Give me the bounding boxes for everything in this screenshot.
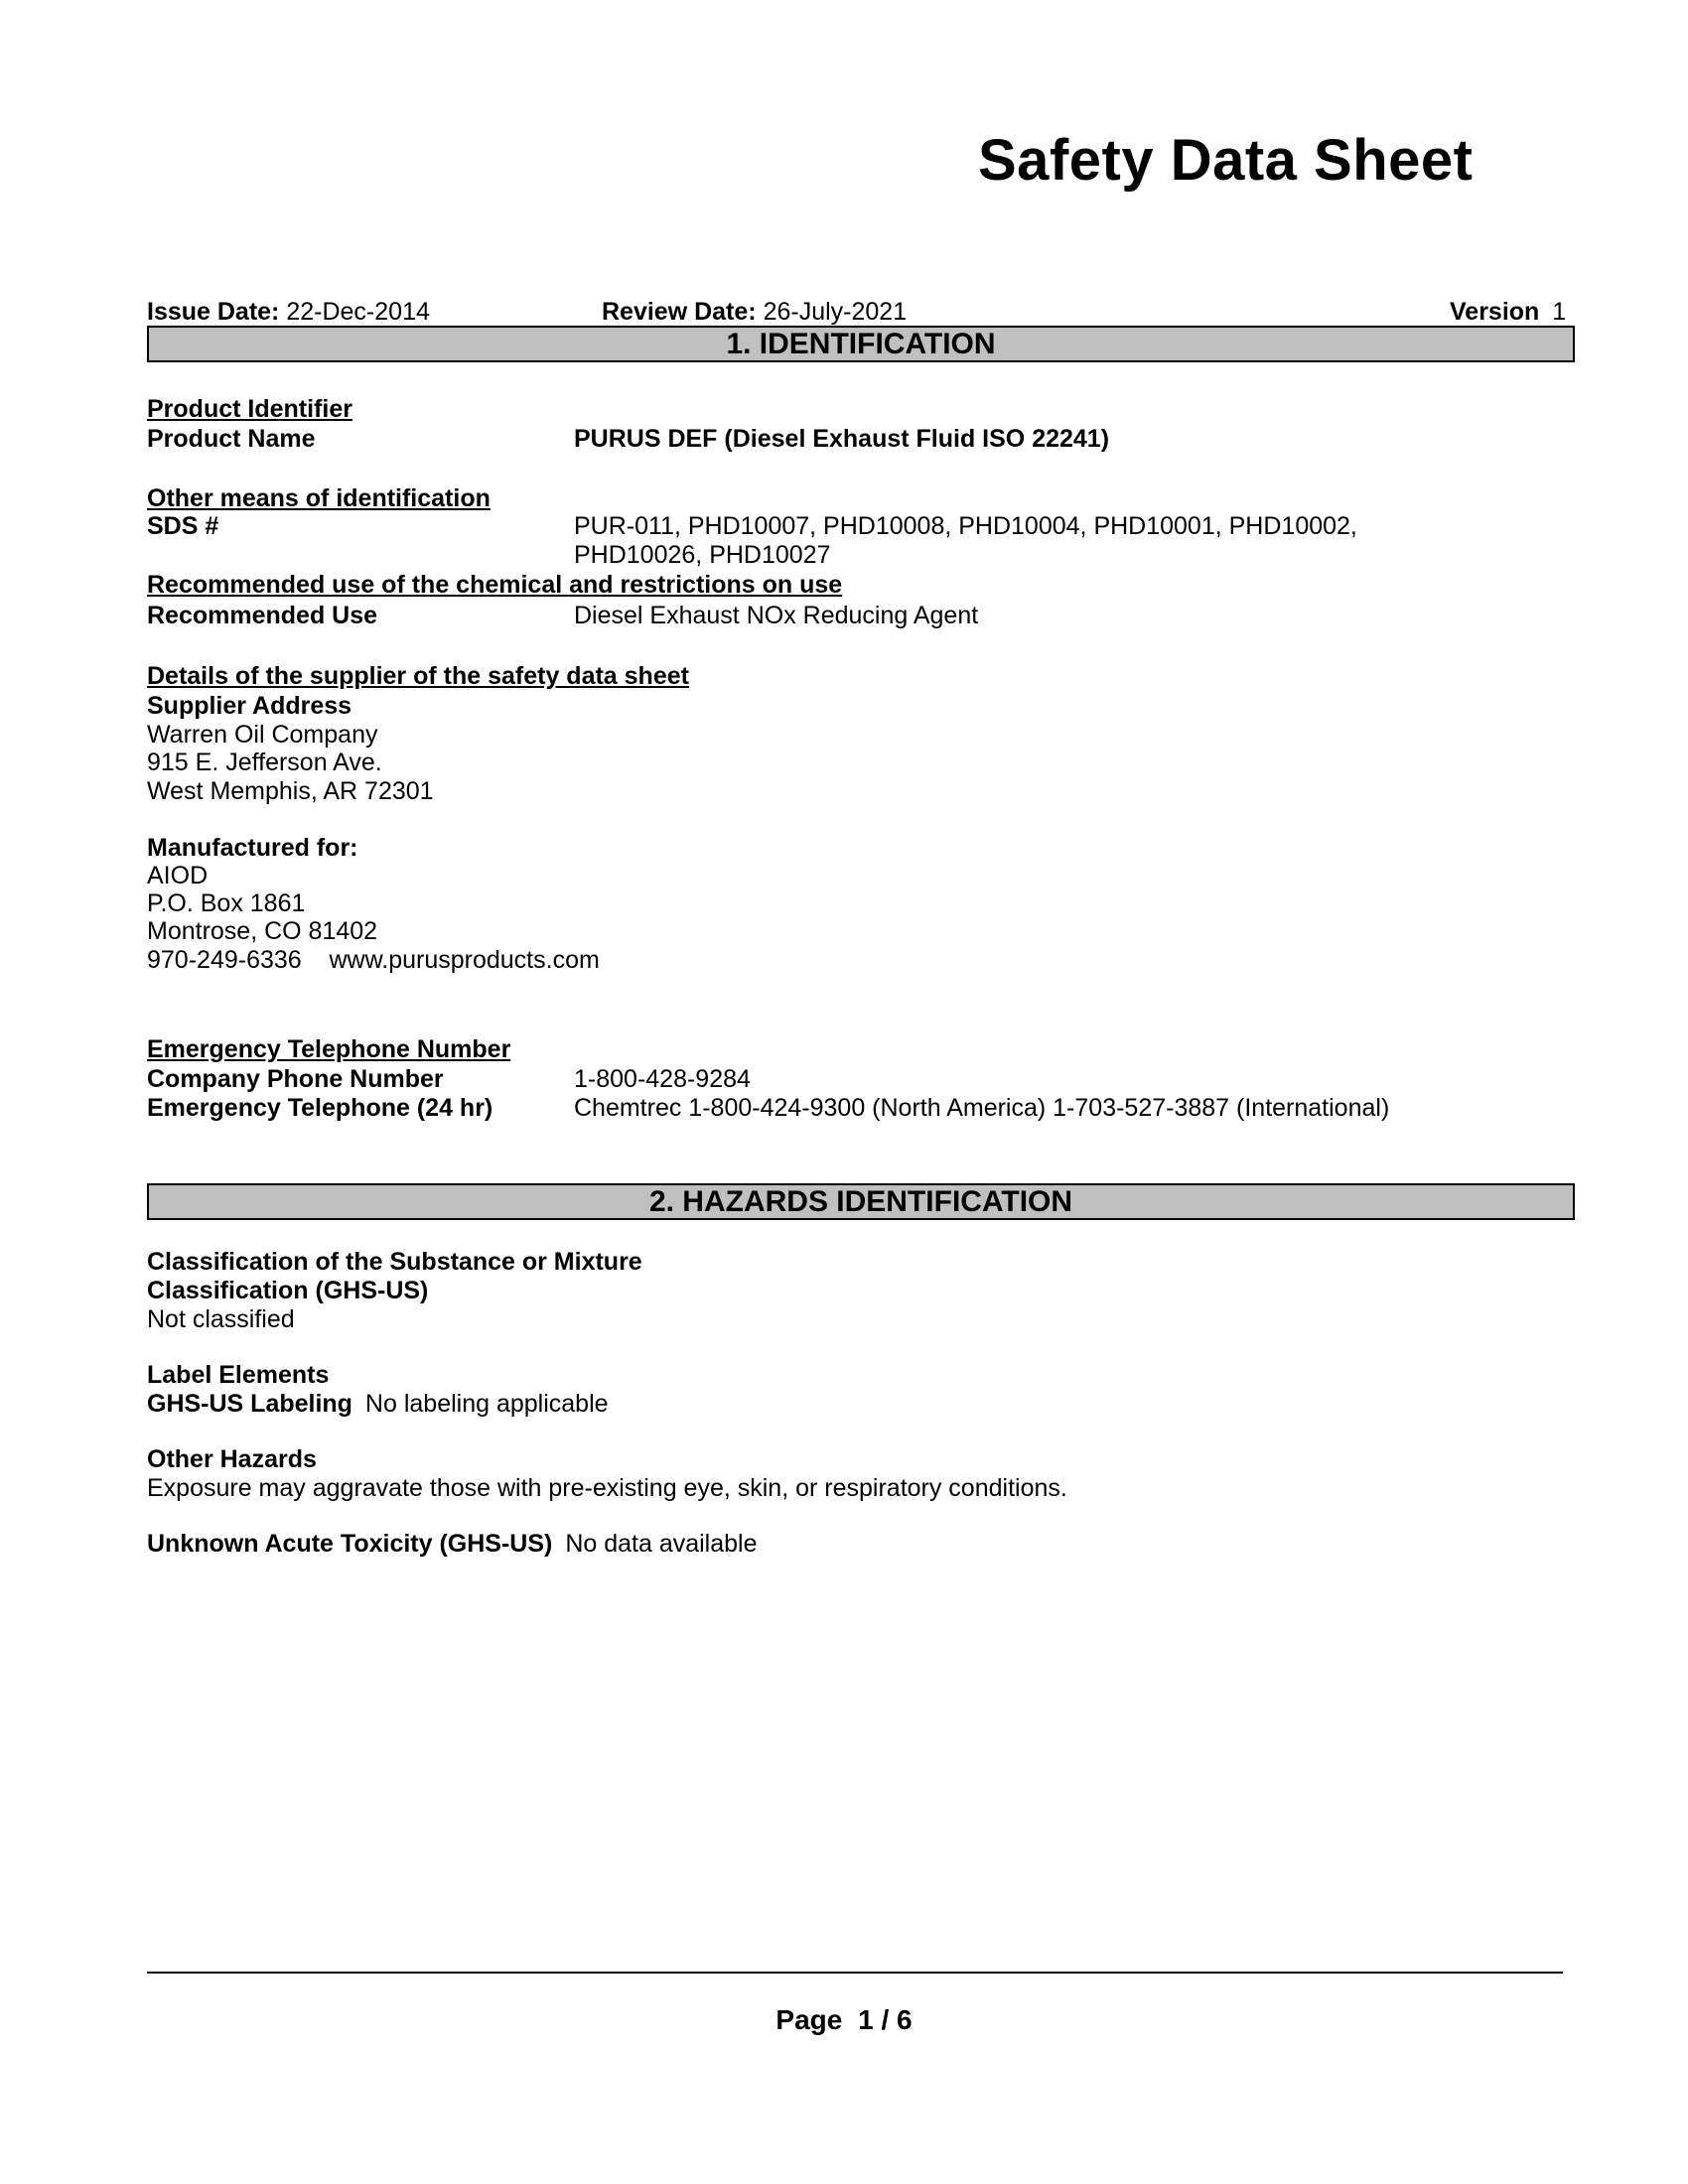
- product-name-value: PURUS DEF (Diesel Exhaust Fluid ISO 22241): [574, 425, 1110, 453]
- page-number: [0, 2004, 1688, 2036]
- emergency-telephone-value: Chemtrec 1-800-424-9300 (North America) 1-703-527-3887 (International): [574, 1094, 1390, 1122]
- label-elements-heading: Label Elements: [147, 1361, 330, 1389]
- ghs-labeling-value: No labeling applicable: [364, 1390, 609, 1418]
- manufacturer-line: 970-249-6336 www.purusproducts.com: [147, 946, 600, 974]
- product-name-label: Product Name: [147, 425, 316, 453]
- manufactured-for-label: Manufactured for:: [147, 834, 358, 862]
- supplier-line: West Memphis, AR 72301: [147, 777, 434, 805]
- ghs-labeling-label: GHS-US Labeling: [147, 1390, 352, 1418]
- sds-value-line1: PUR-011, PHD10007, PHD10008, PHD10004, PHD10001, PHD10002,: [574, 512, 1357, 540]
- version: [1450, 298, 1566, 327]
- supplier-line: Warren Oil Company: [147, 721, 378, 749]
- product-identifier-heading: Product Identifier: [147, 395, 352, 423]
- emergency-telephone-label: Emergency Telephone (24 hr): [147, 1094, 493, 1122]
- document-title: Safety Data Sheet: [978, 128, 1474, 193]
- supplier-line: 915 E. Jefferson Ave.: [147, 749, 382, 776]
- company-phone-value: 1-800-428-9284: [574, 1065, 751, 1093]
- other-hazards-heading: Other Hazards: [147, 1445, 317, 1473]
- recommended-use-heading: Recommended use of the chemical and restrictions on use: [147, 571, 843, 599]
- sds-value-line2: PHD10026, PHD10027: [574, 541, 831, 569]
- manufacturer-line: Montrose, CO 81402: [147, 917, 378, 945]
- page-label: Page: [775, 2004, 843, 2035]
- other-means-heading: Other means of identification: [147, 484, 491, 512]
- section-1-heading: 1. IDENTIFICATION: [147, 326, 1575, 362]
- classification-heading: Classification of the Substance or Mixture: [147, 1248, 642, 1276]
- sds-label: SDS #: [147, 512, 219, 540]
- section-2-heading: 2. HAZARDS IDENTIFICATION: [147, 1183, 1575, 1220]
- version-label: Version: [1450, 298, 1540, 326]
- unknown-acute-toxicity: [147, 1530, 758, 1558]
- unknown-acute-toxicity-label: Unknown Acute Toxicity (GHS-US): [147, 1530, 553, 1558]
- review-date: [602, 298, 907, 327]
- recommended-use-value: Diesel Exhaust NOx Reducing Agent: [574, 602, 979, 629]
- issue-date-label: Issue Date:: [147, 298, 280, 326]
- version-value: 1: [1552, 298, 1567, 326]
- issue-date-value: 22-Dec-2014: [286, 298, 430, 326]
- manufacturer-line: AIOD: [147, 862, 209, 889]
- footer-divider: [147, 1972, 1563, 1974]
- issue-date: [147, 298, 430, 327]
- review-date-label: Review Date:: [602, 298, 757, 326]
- supplier-address-label: Supplier Address: [147, 692, 352, 720]
- supplier-heading: Details of the supplier of the safety data sheet: [147, 662, 689, 690]
- classification-value: Not classified: [147, 1305, 295, 1333]
- unknown-acute-toxicity-value: No data available: [565, 1530, 758, 1558]
- recommended-use-label: Recommended Use: [147, 602, 378, 629]
- manufacturer-line: P.O. Box 1861: [147, 889, 306, 917]
- other-hazards-text: Exposure may aggravate those with pre-existing eye, skin, or respiratory conditions.: [147, 1474, 1067, 1502]
- classification-label: Classification (GHS-US): [147, 1277, 429, 1304]
- ghs-labeling: [147, 1390, 609, 1418]
- emergency-heading: Emergency Telephone Number: [147, 1035, 511, 1063]
- review-date-value: 26-July-2021: [763, 298, 908, 326]
- page-value: 1 / 6: [858, 2004, 913, 2035]
- company-phone-label: Company Phone Number: [147, 1065, 444, 1093]
